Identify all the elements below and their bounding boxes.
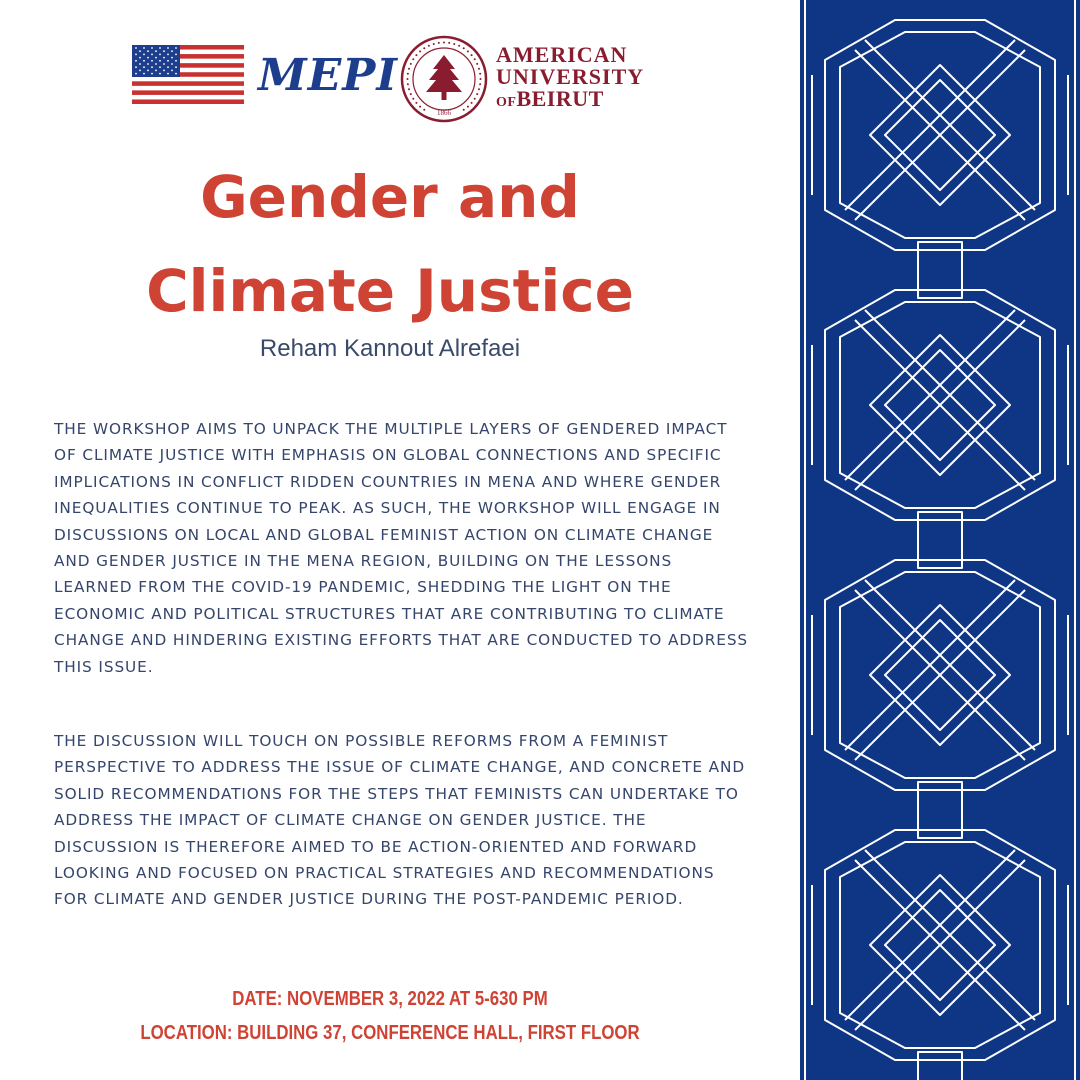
geometric-chain-pattern-icon <box>800 0 1080 1080</box>
poster-title <box>40 150 740 338</box>
description-paragraph-1: THE WORKSHOP AIMS TO UNPACK THE MULTIPLE LAYERS OF GENDERED IMPACT OF CLIMATE JUSTICE WITH EMPHASIS ON GLOBAL CONNECTIONS AND SPECIFIC IMPLICATIONS IN CONFLICT RIDDEN COUNTRIES IN MENA AND WHERE GENDER INEQUALITIES CONTINUE TO PEAK. AS SUCH, THE WORKSHOP WILL ENGAGE IN DISCUSSIONS ON LOCAL AND GLOBAL FEMINIST ACTION ON CLIMATE CHANGE AND GENDER JUSTICE IN THE MENA REGION, BUILDING ON THE LESSONS LEARNED FROM THE COVID-19 PANDEMIC, SHEDDING THE LIGHT ON THE ECONOMIC AND POLITICAL STRUCTURES THAT ARE CONTRIBUTING TO CLIMATE CHANGE AND HINDERING EXISTING EFFORTS THAT ARE CONDUCTED TO ADDRESS THIS ISSUE. <box>54 420 749 676</box>
aub-line-beirut <box>496 88 671 114</box>
aub-of: OF <box>496 95 517 110</box>
speaker-name: Reham Kannout Alrefaei <box>259 335 521 362</box>
seal-year: 1866 <box>437 109 451 117</box>
aub-line-university: UNIVERSITY <box>496 64 645 89</box>
aub-wordmark <box>496 44 671 114</box>
aub-cedar-seal-icon <box>400 35 488 123</box>
aub-beirut: BEIRUT <box>516 86 604 111</box>
description-paragraph-2: THE DISCUSSION WILL TOUCH ON POSSIBLE REFORMS FROM A FEMINIST PERSPECTIVE TO ADDRESS THE ISSUE OF CLIMATE CHANGE, AND CONCRETE AND SOLID RECOMMENDATIONS FOR THE STEPS THAT FEMINISTS CAN UNDERTAKE TO ADDRESS THE IMPACT OF CLIMATE CHANGE ON GENDER JUSTICE. THE DISCUSSION IS THEREFORE AIMED TO BE ACTION-ORIENTED AND FORWARD LOOKING AND FOCUSED ON PRACTICAL STRATEGIES AND RECOMMENDATIONS FOR CLIMATE AND GENDER JUSTICE DURING THE POST-PANDEMIC PERIOD. <box>54 732 746 909</box>
aub-line-american: AMERICAN <box>496 42 628 67</box>
mepi-logo: MEPI <box>258 50 398 101</box>
event-location: LOCATION: BUILDING 37, CONFERENCE HALL, FIRST FLOOR <box>140 1021 640 1044</box>
us-flag-icon <box>132 45 244 104</box>
title-line-2: Climate Justice <box>146 257 634 325</box>
event-date: DATE: NOVEMBER 3, 2022 AT 5-630 PM <box>232 987 548 1010</box>
title-line-1: Gender and <box>200 163 580 231</box>
